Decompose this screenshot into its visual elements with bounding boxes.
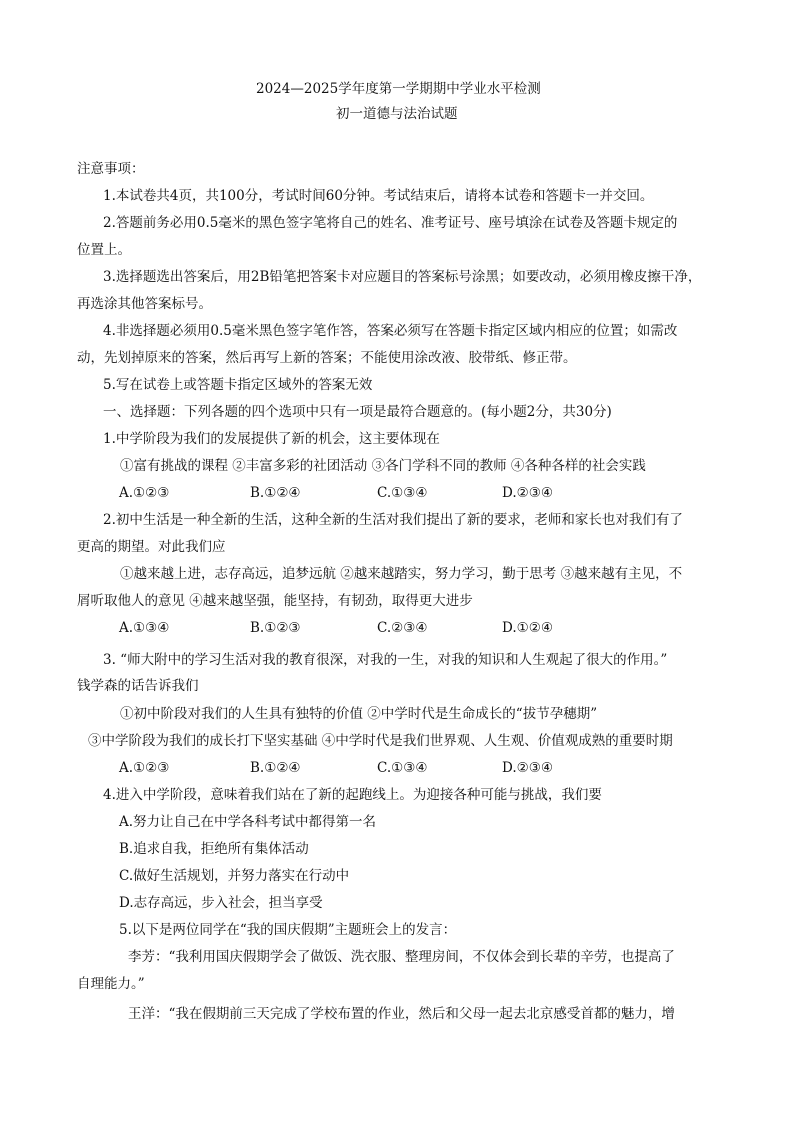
q2-stem-line-2: 更高的期望。对此我们应 [77,539,226,555]
q3-stem-line-2: 钱学森的话告诉我们 [77,678,199,694]
q3-items-line-2: ③中学阶段为我们的成长打下坚实基础 ④中学时代是我们世界观、人生观、价值观成熟的重要时期 [88,733,673,749]
q4-option-b: B.追求自我，拒绝所有集体活动 [119,841,309,857]
q1-option-b: B.①②④ [250,485,301,501]
q5-li-fang-line-2: 自理能力。” [77,976,145,992]
q5-stem: 5.以下是两位同学在“我的国庆假期”主题班会上的发言： [119,922,457,938]
note-3-line-2: 再选涂其他答案标号。 [77,296,212,312]
q3-option-a: A.①②③ [119,760,170,776]
q3-items-line-1: ①初中阶段对我们的人生具有独特的价值 ②中学时代是生命成长的“拔节孕穗期” [120,706,598,722]
q2-option-d: D.①②④ [502,620,553,636]
q2-option-a: A.①③④ [119,620,170,636]
q3-option-c: C.①③④ [377,760,428,776]
q2-stem-line-1: 2.初中生活是一种全新的生活，这种全新的生活对我们提出了新的要求，老师和家长也对我们有了 [103,512,683,528]
q3-stem-line-1: 3. “师大附中的学习生活对我的教育很深，对我的一生，对我的知识和人生观起了很大的作用。” [103,652,668,668]
section-1-heading: 一、选择题：下列各题的四个选项中只有一项是最符合题意的。(每小题2分，共30分) [103,404,612,420]
q3-option-b: B.①②④ [250,760,301,776]
q2-option-c: C.②③④ [377,620,428,636]
q1-option-c: C.①③④ [377,485,428,501]
note-3-line-1: 3.选择题选出答案后，用2B铅笔把答案卡对应题目的答案标号涂黑；如要改动，必须用橡皮擦干净， [103,269,702,285]
q5-li-fang-line-1: 李芳：“我利用国庆假期学会了做饭、洗衣服、整理房间，不仅体会到长辈的辛劳，也提高了 [128,949,675,965]
q2-option-b: B.①②③ [250,620,301,636]
q4-option-c: C.做好生活规划，并努力落实在行动中 [119,868,350,884]
note-4-line-2: 动，先划掉原来的答案，然后再写上新的答案；不能使用涂改液、胶带纸、修正带。 [77,350,577,366]
q1-stem: 1.中学阶段为我们的发展提供了新的机会，这主要体现在 [103,431,440,447]
q5-wang-yang-line-1: 王洋：“我在假期前三天完成了学校布置的作业，然后和父母一起去北京感受首都的魅力，增 [128,1006,675,1022]
note-5: 5.写在试卷上或答题卡指定区域外的答案无效 [103,377,373,393]
q4-option-d: D.志存高远，步入社会，担当享受 [119,895,323,911]
q4-option-a: A.努力让自己在中学各科考试中都得第一名 [119,814,377,830]
q2-items-line-1: ①越来越上进，志存高远，追梦远航 ②越来越踏实，努力学习，勤于思考 ③越来越有主见，不 [120,566,683,582]
exam-subtitle: 初一道德与法治试题 [336,106,458,122]
exam-title: 2024—2025学年度第一学期期中学业水平检测 [256,81,541,97]
notes-heading: 注意事项： [77,161,145,177]
q2-items-line-2: 屑听取他人的意见 ④越来越坚强，能坚持，有韧劲，取得更大进步 [77,593,473,609]
note-2-line-2: 位置上。 [77,242,131,258]
note-4-line-1: 4.非选择题必须用0.5毫米黑色签字笔作答，答案必须写在答题卡指定区域内相应的位置；如需改 [103,323,678,339]
q3-option-d: D.②③④ [502,760,553,776]
q4-stem: 4.进入中学阶段，意味着我们站在了新的起跑线上。为迎接各种可能与挑战，我们要 [103,787,602,803]
q1-option-a: A.①②③ [119,485,170,501]
q1-items: ①富有挑战的课程 ②丰富多彩的社团活动 ③各门学科不同的教师 ④各种各样的社会实践 [120,458,646,474]
q1-option-d: D.②③④ [502,485,553,501]
note-2-line-1: 2.答题前务必用0.5毫米的黑色签字笔将自己的姓名、准考证号、座号填涂在试卷及答题卡规定的 [103,215,678,231]
note-1: 1.本试卷共4页，共100分，考试时间60分钟。考试结束后，请将本试卷和答题卡一并交回。 [103,188,654,204]
